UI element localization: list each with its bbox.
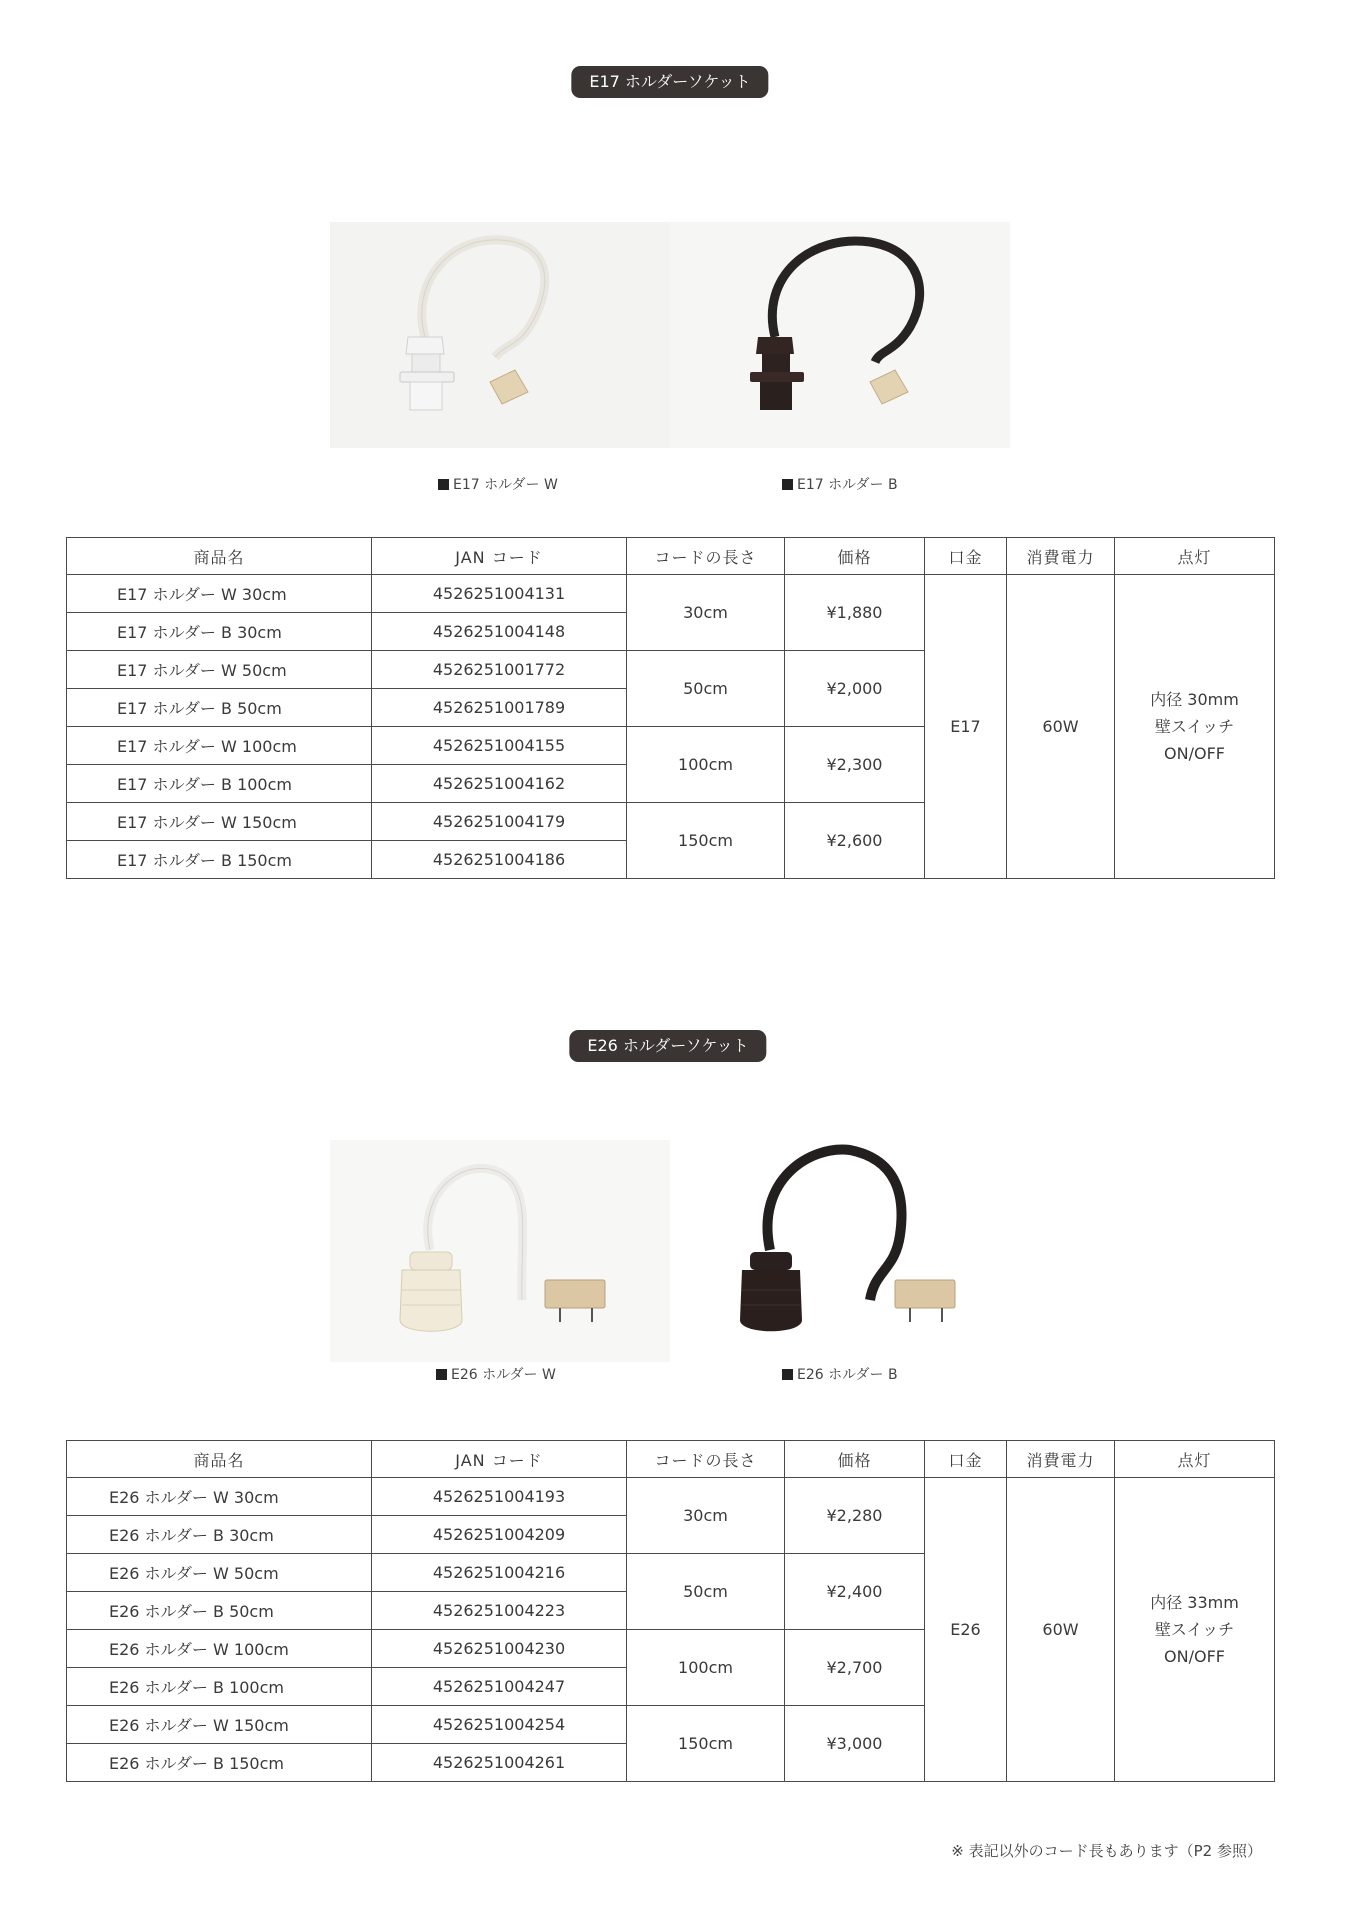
jan-code: 4526251004179 [372,803,627,841]
header-lighting: 点灯 [1115,538,1275,575]
lighting [1115,1478,1275,1782]
jan-code: 4526251001789 [372,689,627,727]
table-row [67,1478,1275,1516]
product-name: E26 ホルダー W 30cm [67,1478,372,1516]
jan-code: 4526251004230 [372,1630,627,1668]
product-name: E17 ホルダー B 150cm [67,841,372,879]
price: ¥2,700 [785,1630,925,1706]
product-name: E26 ホルダー B 150cm [67,1744,372,1782]
product-name: E26 ホルダー B 100cm [67,1668,372,1706]
jan-code: 4526251004216 [372,1554,627,1592]
caption-e17-b: E17 ホルダー B [782,474,898,494]
cord-length: 150cm [627,1706,785,1782]
cord-length: 50cm [627,651,785,727]
table-row [67,575,1275,613]
table-header-row [67,538,1275,575]
base-type: E17 [925,575,1007,879]
jan-code: 4526251004193 [372,1478,627,1516]
lighting-line: 壁スイッチ [1154,1620,1235,1639]
price: ¥2,600 [785,803,925,879]
header-length: コードの長さ [627,538,785,575]
jan-code: 4526251004209 [372,1516,627,1554]
jan-code: 4526251004261 [372,1744,627,1782]
header-length: コードの長さ [627,1441,785,1478]
lighting-line: 内径 33mm [1150,1593,1239,1612]
price: ¥2,280 [785,1478,925,1554]
e26-holder-black-image [740,1150,955,1332]
lighting-line: ON/OFF [1164,744,1225,763]
product-name: E26 ホルダー W 100cm [67,1630,372,1668]
jan-code: 4526251004131 [372,575,627,613]
header-jan: JAN コード [372,1441,627,1478]
caption-e26-w: E26 ホルダー W [436,1364,556,1384]
cord-length: 150cm [627,803,785,879]
product-name: E17 ホルダー B 30cm [67,613,372,651]
product-name: E17 ホルダー W 150cm [67,803,372,841]
product-name: E26 ホルダー B 30cm [67,1516,372,1554]
jan-code: 4526251004247 [372,1668,627,1706]
header-jan: JAN コード [372,538,627,575]
cord-length: 30cm [627,575,785,651]
header-name: 商品名 [67,538,372,575]
price: ¥2,400 [785,1554,925,1630]
price: ¥1,880 [785,575,925,651]
product-photo-e26 [330,1140,1010,1362]
lighting-line: 壁スイッチ [1154,717,1235,736]
jan-code: 4526251001772 [372,651,627,689]
lighting-line: 内径 30mm [1150,690,1239,709]
section-title-e26: E26 ホルダーソケット [569,1030,766,1062]
header-lighting: 点灯 [1115,1441,1275,1478]
cord-length: 30cm [627,1478,785,1554]
power: 60W [1007,575,1115,879]
product-name: E26 ホルダー W 50cm [67,1554,372,1592]
table-header-row [67,1441,1275,1478]
spec-table-e26 [66,1440,1275,1782]
jan-code: 4526251004162 [372,765,627,803]
product-name: E26 ホルダー W 150cm [67,1706,372,1744]
jan-code: 4526251004254 [372,1706,627,1744]
cord-length: 100cm [627,1630,785,1706]
section-title-e17: E17 ホルダーソケット [571,66,768,98]
jan-code: 4526251004186 [372,841,627,879]
footnote: ※ 表記以外のコード長もあります（P2 参照） [951,1842,1262,1860]
base-type: E26 [925,1478,1007,1782]
price: ¥3,000 [785,1706,925,1782]
header-base: 口金 [925,538,1007,575]
product-name: E17 ホルダー W 100cm [67,727,372,765]
product-name: E17 ホルダー B 50cm [67,689,372,727]
product-name: E17 ホルダー W 50cm [67,651,372,689]
cord-length: 50cm [627,1554,785,1630]
jan-code: 4526251004155 [372,727,627,765]
header-power: 消費電力 [1007,1441,1115,1478]
product-name: E26 ホルダー B 50cm [67,1592,372,1630]
caption-e17-w: E17 ホルダー W [438,474,558,494]
lighting [1115,575,1275,879]
header-base: 口金 [925,1441,1007,1478]
product-name: E17 ホルダー B 100cm [67,765,372,803]
header-price: 価格 [785,538,925,575]
header-price: 価格 [785,1441,925,1478]
lighting-line: ON/OFF [1164,1647,1225,1666]
price: ¥2,000 [785,651,925,727]
product-name: E17 ホルダー W 30cm [67,575,372,613]
cord-length: 100cm [627,727,785,803]
header-name: 商品名 [67,1441,372,1478]
header-power: 消費電力 [1007,538,1115,575]
jan-code: 4526251004148 [372,613,627,651]
jan-code: 4526251004223 [372,1592,627,1630]
spec-table-e17 [66,537,1275,879]
power: 60W [1007,1478,1115,1782]
price: ¥2,300 [785,727,925,803]
product-photo-e17 [330,222,1010,448]
caption-e26-b: E26 ホルダー B [782,1364,898,1384]
